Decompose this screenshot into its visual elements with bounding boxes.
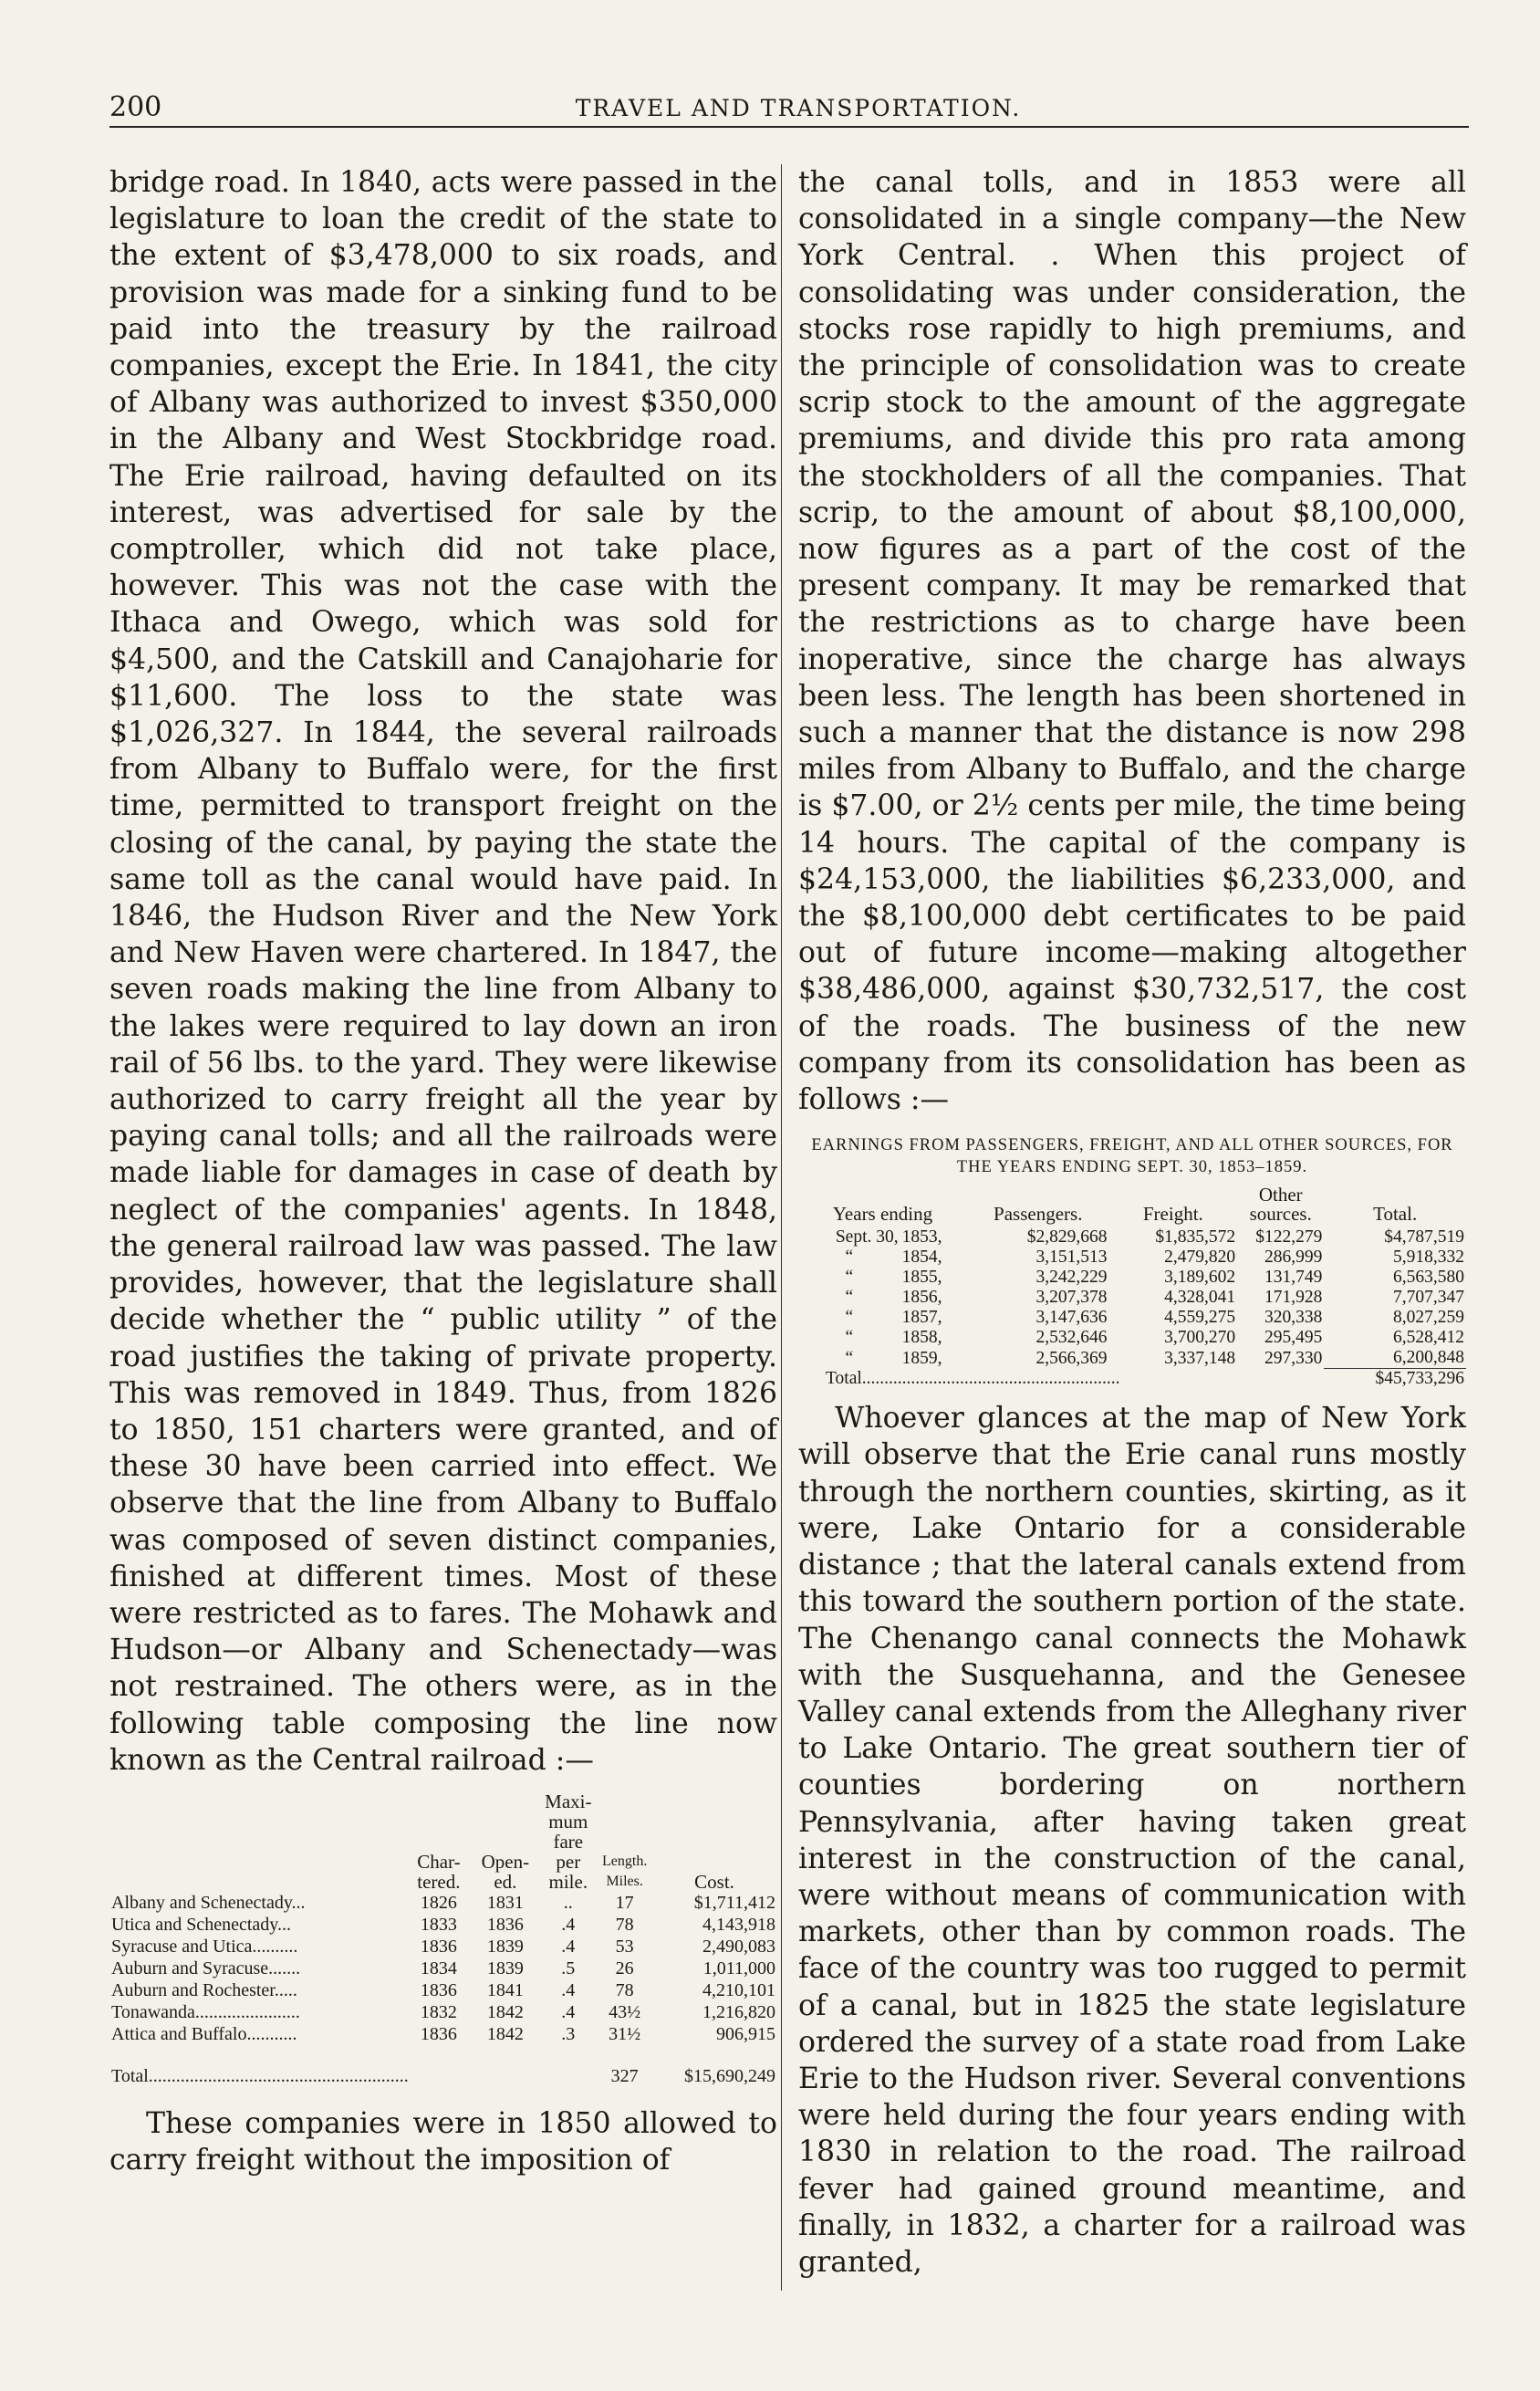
table-row: Auburn and Rochester..... 1836 1841 .4 78 4,210,101 <box>111 1979 775 2000</box>
col-years: Years ending <box>832 1203 933 1226</box>
col-other: Other sources. <box>1249 1184 1312 1226</box>
col-length: Length. Miles. <box>602 1853 648 1889</box>
col-freight: Freight. <box>1142 1203 1203 1226</box>
col-total: Total. <box>1373 1203 1418 1226</box>
companies-total-row: Total......................................................... 327 $15,690,249 <box>111 2065 775 2086</box>
table-row: “ 1856, 3,207,378 4,328,041 171,928 7,707,347 <box>845 1288 1464 1308</box>
page-number: 200 <box>109 91 162 123</box>
table-row: Sept. 30, 1853, $2,829,668 $1,835,572 $122,279 $4,787,519 <box>835 1227 1464 1248</box>
right-column <box>798 164 1466 2281</box>
table-row: Albany and Schenectady... 1826 1831 .. 17 $1,711,412 <box>111 1892 775 1913</box>
earnings-table-title: EARNINGS FROM PASSENGERS, FREIGHT, AND ALL OTHER SOURCES, FOR THE YEARS ENDING SEPT. 30, 1853–1859. <box>811 1136 1453 1177</box>
right-paragraph-2: Whoever glances at the map of New York will observe that the Erie canal runs mostly through the northern counties, skirting, as it were, Lake Ontario for a considerable distance ; that the lateral canals extend from this toward the southern portion of the state. The Chenango canal connects the Mohawk with the Susquehanna, and the Genesee Valley canal extends from the Alleghany river to Lake Ontario. The great southern tier of counties bordering on northern Pennsylvania, after having taken great interest in the construction of the canal, were without means of communication with markets, other than by common roads. The face of the country was too rugged to permit of a canal, but in 1825 the state legislature ordered the survey of a state road from Lake Erie to the Hudson river. Several conventions were held during the four years ending with 1830 in relation to the road. The railroad fever had gained ground meantime, and finally, in 1832, a charter for a railroad was granted, <box>798 1402 1466 2279</box>
header-rule <box>109 126 1469 128</box>
table-row: Auburn and Syracuse....... 1834 1839 .5 26 1,011,000 <box>111 1958 775 1979</box>
running-title: TRAVEL AND TRANSPORTATION. <box>575 95 1022 121</box>
table-row: Utica and Schenectady... 1833 1836 .4 78 4,143,918 <box>111 1914 775 1935</box>
table-row: “ 1855, 3,242,229 3,189,602 131,749 6,563,580 <box>845 1268 1464 1288</box>
table-row: “ 1858, 2,532,646 3,700,270 295,495 6,528,412 <box>845 1328 1464 1348</box>
table-row: “ 1859, 2,566,369 3,337,148 297,330 6,200,848 <box>845 1348 1464 1368</box>
table-row: Attica and Buffalo........... 1836 1842 .3 31½ 906,915 <box>111 2023 775 2044</box>
left-paragraph-1: bridge road. In 1840, acts were passed in the legislature to loan the credit of the state to the extent of $3,478,000 to six roads, and provision was made for a sinking fund to be paid into the treasury by the railroad companies, except the Erie. In 1841, the city of Albany was authorized to invest $350,000 in the Albany and West Stockbridge road. The Erie railroad, having defaulted on its interest, was advertised for sale by the comptroller, which did not take place, however. This was not the case with the Ithaca and Owego, which was sold for $4,500, and the Catskill and Canajoharie for $11,600. The loss to the state was $1,026,327. In 1844, the several railroads from Albany to Buffalo were, for the first time, permitted to transport freight on the closing of the canal, by paying the state the same toll as the canal would have paid. In 1846, the Hudson River and the New York and New Haven were chartered. In 1847, the seven roads making the line from Albany to the lakes were required to lay down an iron rail of 56 lbs. to the yard. They were likewise authorized to carry freight all the year by paying canal tolls; and all the railroads were made liable for damages in case of death by neglect of the companies' agents. In 1848, the general railroad law was passed. The law provides, however, that the legislature shall decide whether the “ public utility ” of the road justifies the taking of private property. This was removed in 1849. Thus, from 1826 to 1850, 151 charters were granted, and of these 30 have been carried into effect. We observe that the line from Albany to Buffalo was composed of seven distinct companies, finished at different times. Most of these were restricted as to fares. The Mohawk and Hudson—or Albany and Schenectady—was not restrained. The others were, as in the following table composing the line now known as the Central railroad :— <box>109 166 777 1777</box>
table-row: Tonawanda....................... 1832 1842 .4 43½ 1,216,820 <box>111 2001 775 2022</box>
table-row: “ 1854, 3,151,513 2,479,820 286,999 5,918,332 <box>845 1248 1464 1268</box>
left-paragraph-2: These companies were in 1850 allowed to carry freight without the imposition of <box>109 2106 777 2177</box>
right-paragraph-1: the canal tolls, and in 1853 were all consolidated in a single company—the New York Central. . When this project of consolidating was under consideration, the stocks rose rapidly to high premiums, and the principle of consolidation was to create scrip stock to the amount of the aggregate premiums, and divide this pro rata among the stockholders of all the companies. That scrip, to the amount of about $8,100,000, now figures as a part of the cost of the present company. It may be remarked that the restrictions as to charge have been inoperative, since the charge has always been less. The length has been shortened in such a manner that the distance is now 298 miles from Albany to Buffalo, and the charge is $7.00, or 2½ cents per mile, the time being 14 hours. The capital of the company is $24,153,000, the liabilities $6,233,000, and the $8,100,000 debt certificates to be paid out of future income—making altogether $38,486,000, against $30,732,517, the cost of the roads. The business of the new company from its consolidation has been as follows :— <box>798 166 1466 1117</box>
column-divider <box>781 164 782 2291</box>
companies-table <box>109 1791 777 2087</box>
col-chartered: Char- tered. <box>417 1850 461 1893</box>
col-cost: Cost. <box>694 1870 734 1893</box>
col-passengers: Passengers. <box>994 1203 1083 1226</box>
col-opened: Open- ed. <box>481 1850 530 1893</box>
page-header <box>109 91 1487 128</box>
earnings-total-row: Total.......................................................... $45,733,296 <box>826 1369 1464 1389</box>
companies-table-header <box>109 1791 777 1892</box>
earnings-table <box>798 1185 1466 1389</box>
earnings-table-header <box>798 1185 1466 1227</box>
left-column <box>109 164 777 2178</box>
table-row: Syracuse and Utica.......... 1836 1839 .4 53 2,490,083 <box>111 1936 775 1957</box>
col-max-fare: Maxi- mum fare per mile. <box>545 1790 592 1893</box>
table-row: “ 1857, 3,147,636 4,559,275 320,338 8,027,259 <box>845 1308 1464 1328</box>
